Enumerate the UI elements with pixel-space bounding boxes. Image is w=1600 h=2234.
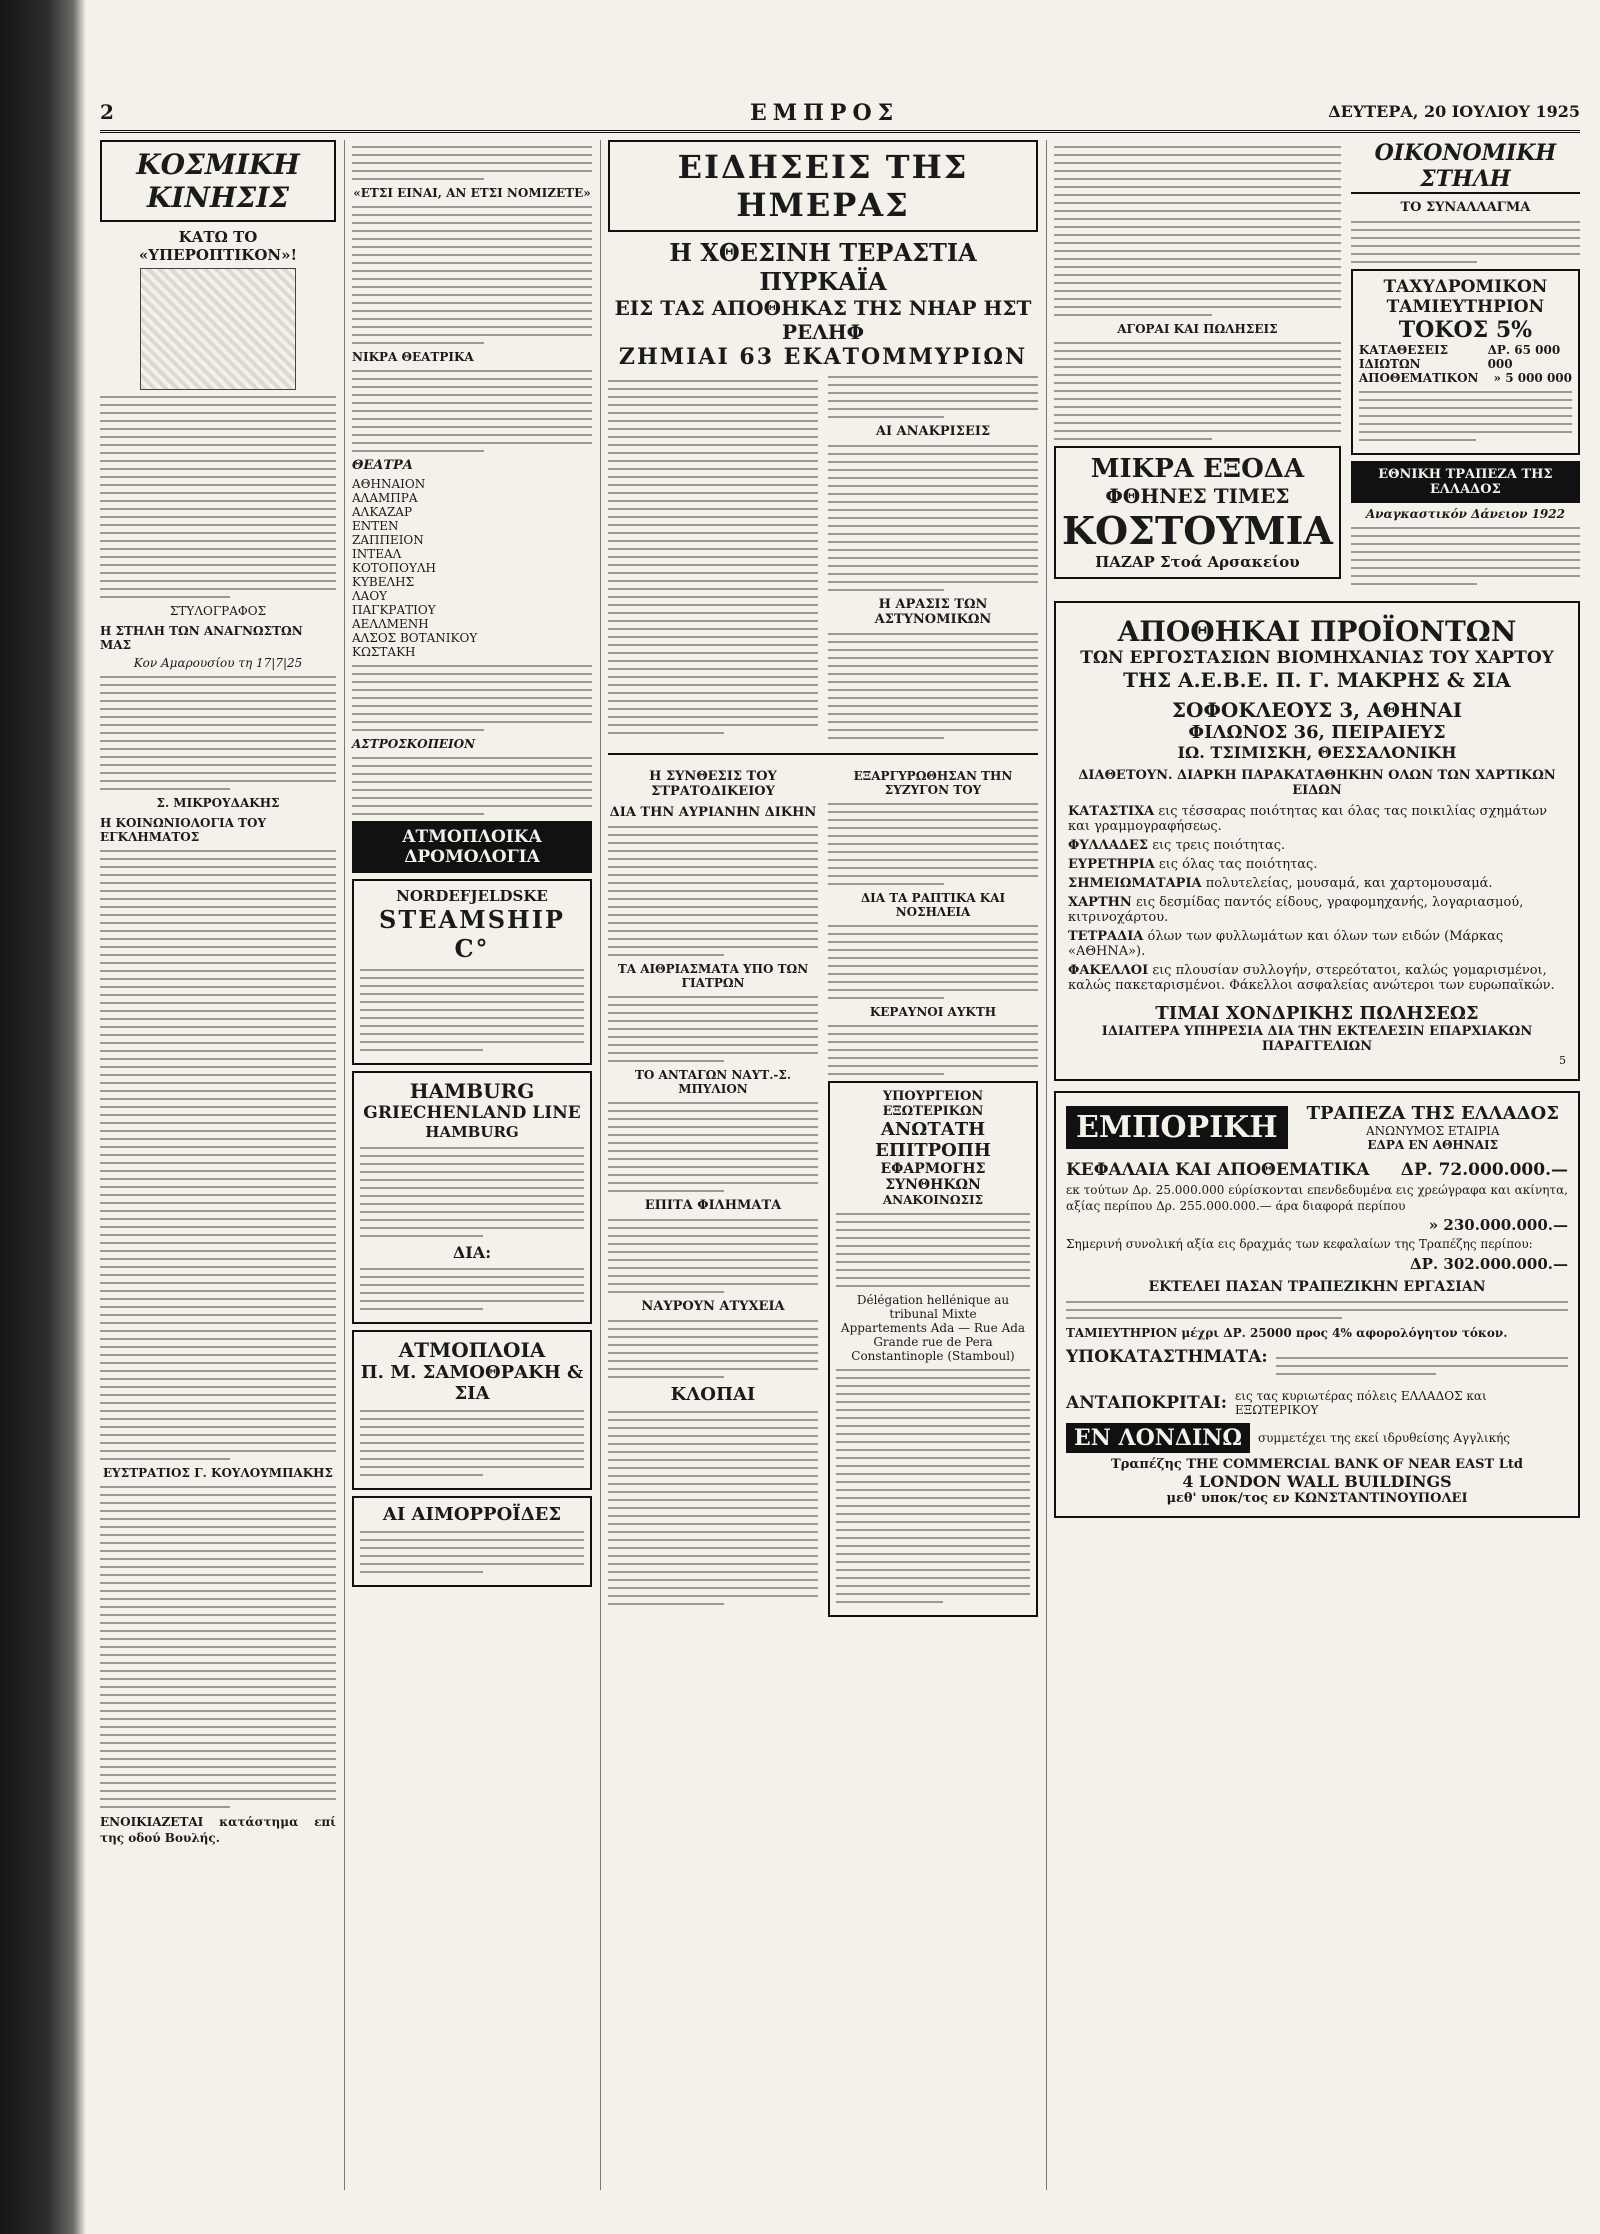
column-rule — [600, 140, 601, 2190]
page-number: 2 — [100, 100, 114, 124]
bank-value: ΔΡ. 302.000.000.— — [1410, 1254, 1568, 1273]
notice-committee-sub: ΕΦΑΡΜΟΓΗΣ ΣΥΝΘΗΚΩΝ — [880, 1161, 986, 1193]
bank-text: εκ τούτων Δρ. 25.000.000 εύρίσκονται επενδεδυμένα εις χρεώγραφα και ακίνητα, αξίας περίπου Δρ. 255.000.000.— άρα διαφορά περίπου — [1066, 1183, 1568, 1214]
ad-headline: ΜΙΚΡΑ ΕΞΟΔΑ — [1090, 454, 1305, 484]
article-title: ΚΕΡΑΥΝΟΙ ΑΥΚΤΗ — [869, 1005, 997, 1019]
ad-national-bank: ΕΘΝΙΚΗ ΤΡΑΠΕΖΑ ΤΗΣ ΕΛΛΑΔΟΣ — [1351, 461, 1580, 503]
notice-committee: ΑΝΩΤΑΤΗ ΕΠΙΤΡΟΠΗ — [875, 1119, 991, 1161]
ad-destinations-title: ΔΙΑ: — [452, 1243, 492, 1262]
list-item — [1068, 963, 1566, 993]
headline: ΕΙΣ ΤΑΣ ΑΠΟΘΗΚΑΣ ΤΗΣ ΝΗΑΡ ΗΣΤ ΡΕΛΗΦ — [614, 296, 1032, 344]
ad-nordefjeldske — [352, 879, 592, 1065]
item-desc: εις όλας τας ποιότητας. — [1158, 857, 1318, 872]
list-item: ΑΛΚΑΖΑΡ — [352, 505, 413, 519]
bank-savings: ΤΑΜΙΕΥΤΗΡΙΟΝ μέχρι ΔΡ. 25000 προς 4% αφορολόγητον τόκον. — [1066, 1325, 1508, 1340]
signature: Σ. ΜΙΚΡΟΥΔΑΚΗΣ — [156, 796, 280, 810]
column-news — [608, 140, 1038, 1617]
ad-line-name: GRIECHENLAND LINE — [363, 1103, 581, 1123]
page-binding-shadow — [0, 0, 86, 2234]
london-bank: Τραπέζης THE COMMERCIAL BANK OF NEAR EAST Ltd — [1111, 1456, 1523, 1472]
article-subtitle: Η ΑΡΑΣΙΣ ΤΩΝ ΑΣΤΥΝΟΜΙΚΩΝ — [874, 597, 992, 627]
ad-costumes — [1054, 446, 1341, 579]
ad-number: 5 — [1559, 1054, 1566, 1067]
headline: ΖΗΜΙΑΙ 63 ΕΚΑΤΟΜΜΥΡΙΩΝ — [618, 344, 1028, 370]
section-header-economy: ΟΙΚΟΝΟΜΙΚΗ ΣΤΗΛΗ — [1351, 140, 1580, 194]
article-title: ΕΠΙΤΑ ΦΙΛΗΜΑΤΑ — [644, 1198, 782, 1213]
article-title: «ΕΤΣΙ ΕΙΝΑΙ, ΑΝ ΕΤΣΙ ΝΟΜΙΖΕΤΕ» — [353, 186, 591, 200]
article-title: ΑΣΤΡΟΣΚΟΠΕΙΟΝ — [352, 737, 476, 751]
ad-rate: ΤΟΚΟΣ 5% — [1398, 317, 1533, 343]
section-header-society: ΚΟΣΜΙΚΗ ΚΙΝΗΣΙΣ — [100, 140, 336, 222]
item-desc: εις πλουσίαν συλλογήν, στερεότατοι, καλώς γομαρισμένοι, καλώς πακεταρισμένοι. Φάκελλοι ασφαλείας ανώτεροι των ευρωπαϊκών. — [1068, 963, 1555, 993]
dateline: Κον Αμαρουσίου τη 17|7|25 — [133, 656, 303, 670]
ad-address: ΠΑΖΑΡ Στοά Αρσακείου — [1095, 553, 1300, 571]
item-name: ΦΑΚΕΛΛΟΙ — [1068, 963, 1149, 978]
article-title: ΔΙΑ ΤΗΝ ΑΥΡΙΑΝΗΝ ΔΙΚΗΝ — [609, 805, 817, 820]
headline: Η ΧΘΕΣΙΝΗ ΤΕΡΑΣΤΙΑ ΠΥΡΚΑΪΑ — [669, 238, 977, 296]
column-rule — [1046, 140, 1047, 2190]
article-title: ΤΑ ΑΙΘΡΙΑΣΜΑΤΑ ΥΠΟ ΤΩΝ ΓΙΑΤΡΩΝ — [617, 962, 809, 990]
ad-title: ΑΙ ΑΙΜΟΡΡΟΪΔΕΣ — [382, 1504, 562, 1525]
ad-loan: Αναγκαστικόν Δάνειον 1922 — [1365, 507, 1565, 521]
illustration-woman-writing — [140, 268, 296, 390]
signature: ΣΤΥΛΟΓΡΑΦΟΣ — [169, 604, 267, 618]
ad-label: ΑΠΟΘΕΜΑΤΙΚΟΝ — [1358, 371, 1479, 385]
article-title: Η ΚΟΙΝΩΝΙΟΛΟΓΙΑ ΤΟΥ ΕΓΚΛΗΜΑΤΟΣ — [100, 816, 267, 844]
ad-company: Π. Μ. ΣΑΜΟΘΡΑΚΗ & ΣΙΑ — [360, 1362, 584, 1404]
list-item — [1068, 876, 1566, 891]
classified-ad: ΕΝΟΙΚΙΑΖΕΤΑΙ κατάστημα επί της οδού Βουλής. — [100, 1815, 336, 1846]
item-desc: όλων των φυλλωμάτων και όλων των ειδών (Μάρκας «ΑΘΗΝΑ»). — [1068, 929, 1504, 959]
ad-service: ΙΔΙΑΙΤΕΡΑ ΥΠΗΡΕΣΙΑ ΔΙΑ ΤΗΝ ΕΚΤΕΛΕΣΙΝ ΕΠΑΡΧΙΑΚΩΝ ΠΑΡΑΓΓΕΛΙΩΝ — [1101, 1024, 1533, 1054]
ad-headline: ΚΟΣΤΟΥΜΙΑ — [1062, 508, 1333, 553]
list-item — [1068, 895, 1566, 925]
list-item: ΙΝΤΕΑΛ — [352, 547, 402, 561]
correspondents-value: εις τας κυριωτέρας πόλεις ΕΛΛΑΔΟΣ και ΕΞΩΤΕΡΙΚΟΥ — [1235, 1388, 1487, 1417]
bank-value: » 230.000.000.— — [1428, 1216, 1568, 1235]
newspaper-title: ΕΜΠΡΟΣ — [750, 100, 900, 126]
list-item: ΑΕΛΛΜΕΝΗ — [352, 617, 429, 631]
article-title: ΑΓΟΡΑΙ ΚΑΙ ΠΩΛΗΣΕΙΣ — [1117, 322, 1278, 336]
newspaper-page — [100, 100, 1580, 2200]
notice-french-line: Appartements Ada — Rue Ada Grande rue de Pera — [840, 1321, 1026, 1349]
list-item — [1068, 838, 1566, 853]
article-title: ΤΟ ΑΝΤΑΓΩΝ ΝΑΥΤ.-Σ. ΜΠΥΛΙΟΝ — [634, 1068, 792, 1096]
bank-type: ΑΝΩΝΥΜΟΣ ΕΤΑΙΡΙΑ — [1365, 1124, 1500, 1138]
ad-value: ΔΡ. 65 000 000 — [1487, 343, 1561, 371]
ad-headline: ΦΘΗΝΕΣ ΤΙΜΕΣ — [1105, 484, 1290, 508]
item-name: ΧΑΡΤΗΝ — [1068, 895, 1132, 910]
issue-date: ΔΕΥΤΕΡΑ, 20 ΙΟΥΛΙΟΥ 1925 — [1328, 102, 1580, 121]
article-title: ΚΑΤΩ ΤΟ «ΥΠΕΡΟΠΤΙΚΟΝ»! — [138, 228, 298, 264]
bank-seat: ΕΔΡΑ ΕΝ ΑΘΗΝΑΙΣ — [1367, 1138, 1499, 1152]
item-name: ΤΕΤΡΑΔΙΑ — [1068, 929, 1144, 944]
bank-operations: ΕΚΤΕΛΕΙ ΠΑΣΑΝ ΤΡΑΠΕΖΙΚΗΝ ΕΡΓΑΣΙΑΝ — [1148, 1278, 1486, 1295]
ad-company: NORDEFJELDSKE — [396, 887, 548, 905]
ad-emporiki-bank — [1054, 1091, 1580, 1518]
branches-label: ΥΠΟΚΑΤΑΣΤΗΜΑΤΑ: — [1066, 1346, 1268, 1367]
ad-paper-warehouses — [1054, 601, 1580, 1081]
theatre-list — [352, 477, 592, 659]
list-item: ΖΑΠΠΕΙΟΝ — [352, 533, 424, 547]
ad-shipping-routes: ΑΤΜΟΠΛΟΙΚΑ ΔΡΟΜΟΛΟΓΙΑ — [352, 821, 592, 873]
article-subtitle: ΑΙ ΑΝΑΚΡΙΣΕΙΣ — [875, 424, 991, 439]
ad-hamburg-line — [352, 1071, 592, 1324]
list-item — [1068, 929, 1566, 959]
article-title: ΝΑΥΡΟΥΝ ΑΤΥΧΕΙΑ — [641, 1299, 785, 1314]
correspondents-label: ΑΝΤΑΠΟΚΡΙΤΑΙ: — [1066, 1392, 1228, 1413]
item-name: ΚΑΤΑΣΤΙΧΑ — [1068, 804, 1155, 819]
article-title: ΝΙΚΡΑ ΘΕΑΤΡΙΚΑ — [352, 350, 474, 364]
capital-label: ΚΕΦΑΛΑΙΑ ΚΑΙ ΑΠΟΘΕΜΑΤΙΚΑ — [1066, 1160, 1370, 1180]
ad-address: ΣΟΦΟΚΛΕΟΥΣ 3, ΑΘΗΝΑΙ — [1171, 698, 1463, 722]
bank-text: Σημερινή συνολική αξία εις δραχμάς των κεφαλαίων της Τραπέζης περίπου: — [1066, 1237, 1533, 1252]
list-item: ΚΟΤΟΠΟΥΛΗ — [352, 561, 436, 575]
list-item: ΚΩΣΤΑΚΗ — [352, 645, 416, 659]
item-desc: πολυτελείας, μουσαμά, και χαρτομουσαμά. — [1205, 876, 1493, 891]
london-address: 4 LONDON WALL BUILDINGS — [1182, 1471, 1452, 1491]
masthead — [100, 100, 1580, 133]
ad-city: HAMBURG — [409, 1079, 535, 1103]
london-note: συμμετέχει της εκεί ιδρυθείσης Αγγλικής — [1257, 1430, 1510, 1445]
list-item: ΛΑΟΥ — [352, 589, 388, 603]
column-rule — [344, 140, 345, 2190]
article-title: ΔΙΑ ΤΑ ΡΑΠΤΙΚΑ ΚΑΙ ΝΟΣΗΛΕΙΑ — [860, 891, 1006, 919]
london-branch: μεθ' υποκ/τος εν ΚΩΝΣΤΑΝΤΙΝΟΥΠΟΛΕΙ — [1166, 1490, 1468, 1506]
article-title: ΤΟ ΣΥΝΑΛΛΑΓΜΑ — [1400, 200, 1531, 215]
list-item: ΑΛΑΜΠΡΑ — [352, 491, 418, 505]
ad-title: ΑΠΟΘΗΚΑΙ ΠΡΟΪΟΝΤΩΝ — [1117, 615, 1517, 648]
ad-address: ΦΙΛΩΝΟΣ 36, ΠΕΙΡΑΙΕΥΣ — [1188, 722, 1446, 743]
article-title: Η ΣΤΗΛΗ ΤΩΝ ΑΝΑΓΝΩΣΤΩΝ ΜΑΣ — [100, 624, 303, 652]
list-item: ΑΛΣΟΣ ΒΟΤΑΝΙΚΟΥ — [352, 631, 478, 645]
ad-company: ΤΗΣ Α.Ε.Β.Ε. Π. Γ. ΜΑΚΡΗΣ & ΣΙΑ — [1123, 668, 1511, 692]
list-item: ΕΝΤΕΝ — [352, 519, 399, 533]
london-label: ΕΝ ΛΟΝΔΙΝΩ — [1066, 1423, 1250, 1453]
ad-title: ΤΩΝ ΕΡΓΟΣΤΑΣΙΩΝ ΒΙΟΜΗΧΑΝΙΑΣ ΤΟΥ ΧΑΡΤΟΥ — [1080, 648, 1554, 668]
list-item: ΠΑΓΚΡΑΤΙΟΥ — [352, 603, 436, 617]
notice-foreign-ministry — [828, 1081, 1038, 1617]
capital-value: ΔΡ. 72.000.000.— — [1400, 1160, 1568, 1180]
ad-title: ΤΑΧΥΔΡΟΜΙΚΟΝ ΤΑΜΙΕΥΤΗΡΙΟΝ — [1383, 277, 1548, 317]
list-item — [1068, 857, 1566, 872]
ad-samothraki — [352, 1330, 592, 1490]
bank-name: ΕΜΠΟΡΙΚΗ — [1066, 1106, 1288, 1149]
item-desc: εις δεσμίδας παντός είδους, γραφομηχανής, λογαριασμού, κιτρινοχάρτου. — [1068, 895, 1524, 925]
item-name: ΦΥΛΛΑΔΕΣ — [1068, 838, 1149, 853]
list-item: ΑΘΗΝΑΙΟΝ — [352, 477, 426, 491]
item-name: ΣΗΜΕΙΩΜΑΤΑΡΙΑ — [1068, 876, 1202, 891]
notice-french-line: Constantinople (Stamboul) — [851, 1349, 1015, 1363]
ad-address: ΙΩ. ΤΣΙΜΙΣΚΗ, ΘΕΣΣΑΛΟΝΙΚΗ — [1177, 743, 1457, 762]
list-item: ΚΥΒΕΛΗΣ — [352, 575, 415, 589]
ad-company-sub: STEAMSHIP C° — [379, 905, 565, 963]
item-name: ΕΥΡΕΤΗΡΙΑ — [1068, 857, 1155, 872]
ad-value: » 5 000 000 — [1493, 371, 1572, 385]
item-desc: εις τρεις ποιότητας. — [1152, 838, 1286, 853]
item-desc: εις τέσσαρας ποιότητας και όλας τας ποικιλίας σχημάτων και γραμμογραφήσεως. — [1068, 804, 1548, 834]
section-title-theatres: ΘΕΑΤΡΑ — [352, 458, 413, 473]
ad-prices: ΤΙΜΑΙ ΧΟΝΔΡΙΚΗΣ ΠΩΛΗΣΕΩΣ — [1155, 1003, 1479, 1024]
article-title: Η ΣΥΝΘΕΣΙΣ ΤΟΥ ΣΤΡΑΤΟΔΙΚΕΙΟΥ — [649, 769, 777, 799]
ad-title: ΑΤΜΟΠΛΟΙΑ — [398, 1338, 546, 1362]
ad-note: ΔΙΑΘΕΤΟΥΝ. ΔΙΑΡΚΗ ΠΑΡΑΚΑΤΑΘΗΚΗΝ ΟΛΩΝ ΤΩΝ ΧΑΡΤΙΚΩΝ ΕΙΔΩΝ — [1078, 768, 1556, 798]
column-economy — [1054, 140, 1580, 1518]
section-header-news: ΕΙΔΗΣΕΙΣ ΤΗΣ ΗΜΕΡΑΣ — [608, 140, 1038, 232]
list-item — [1068, 804, 1566, 834]
bank-title: ΤΡΑΠΕΖΑ ΤΗΣ ΕΛΛΑΔΟΣ — [1306, 1103, 1559, 1124]
ad-city: HAMBURG — [425, 1123, 519, 1141]
notice-announcement: ΑΝΑΚΟΙΝΩΣΙΣ — [882, 1193, 984, 1207]
article-title: ΕΞΑΡΓΥΡΩΘΗΣΑΝ ΤΗΝ ΣΥΖΥΓΟΝ ΤΟΥ — [853, 769, 1013, 797]
signature: ΕΥΣΤΡΑΤΙΟΣ Γ. ΚΟΥΛΟΥΜΠΑΚΗΣ — [103, 1466, 333, 1480]
notice-ministry: ΥΠΟΥΡΓΕΙΟΝ ΕΞΩΤΕΡΙΚΩΝ — [882, 1089, 984, 1119]
article-title: ΚΛΟΠΑΙ — [670, 1384, 756, 1405]
column-theatre — [352, 140, 592, 1587]
column-society — [100, 140, 336, 1848]
ad-haemorrhoids — [352, 1496, 592, 1587]
notice-french-line: Délégation hellénique au tribunal Mixte — [856, 1293, 1010, 1321]
ad-label: ΚΑΤΑΘΕΣΕΙΣ ΙΔΙΩΤΩΝ — [1358, 343, 1449, 371]
ad-postal-savings — [1351, 269, 1580, 455]
